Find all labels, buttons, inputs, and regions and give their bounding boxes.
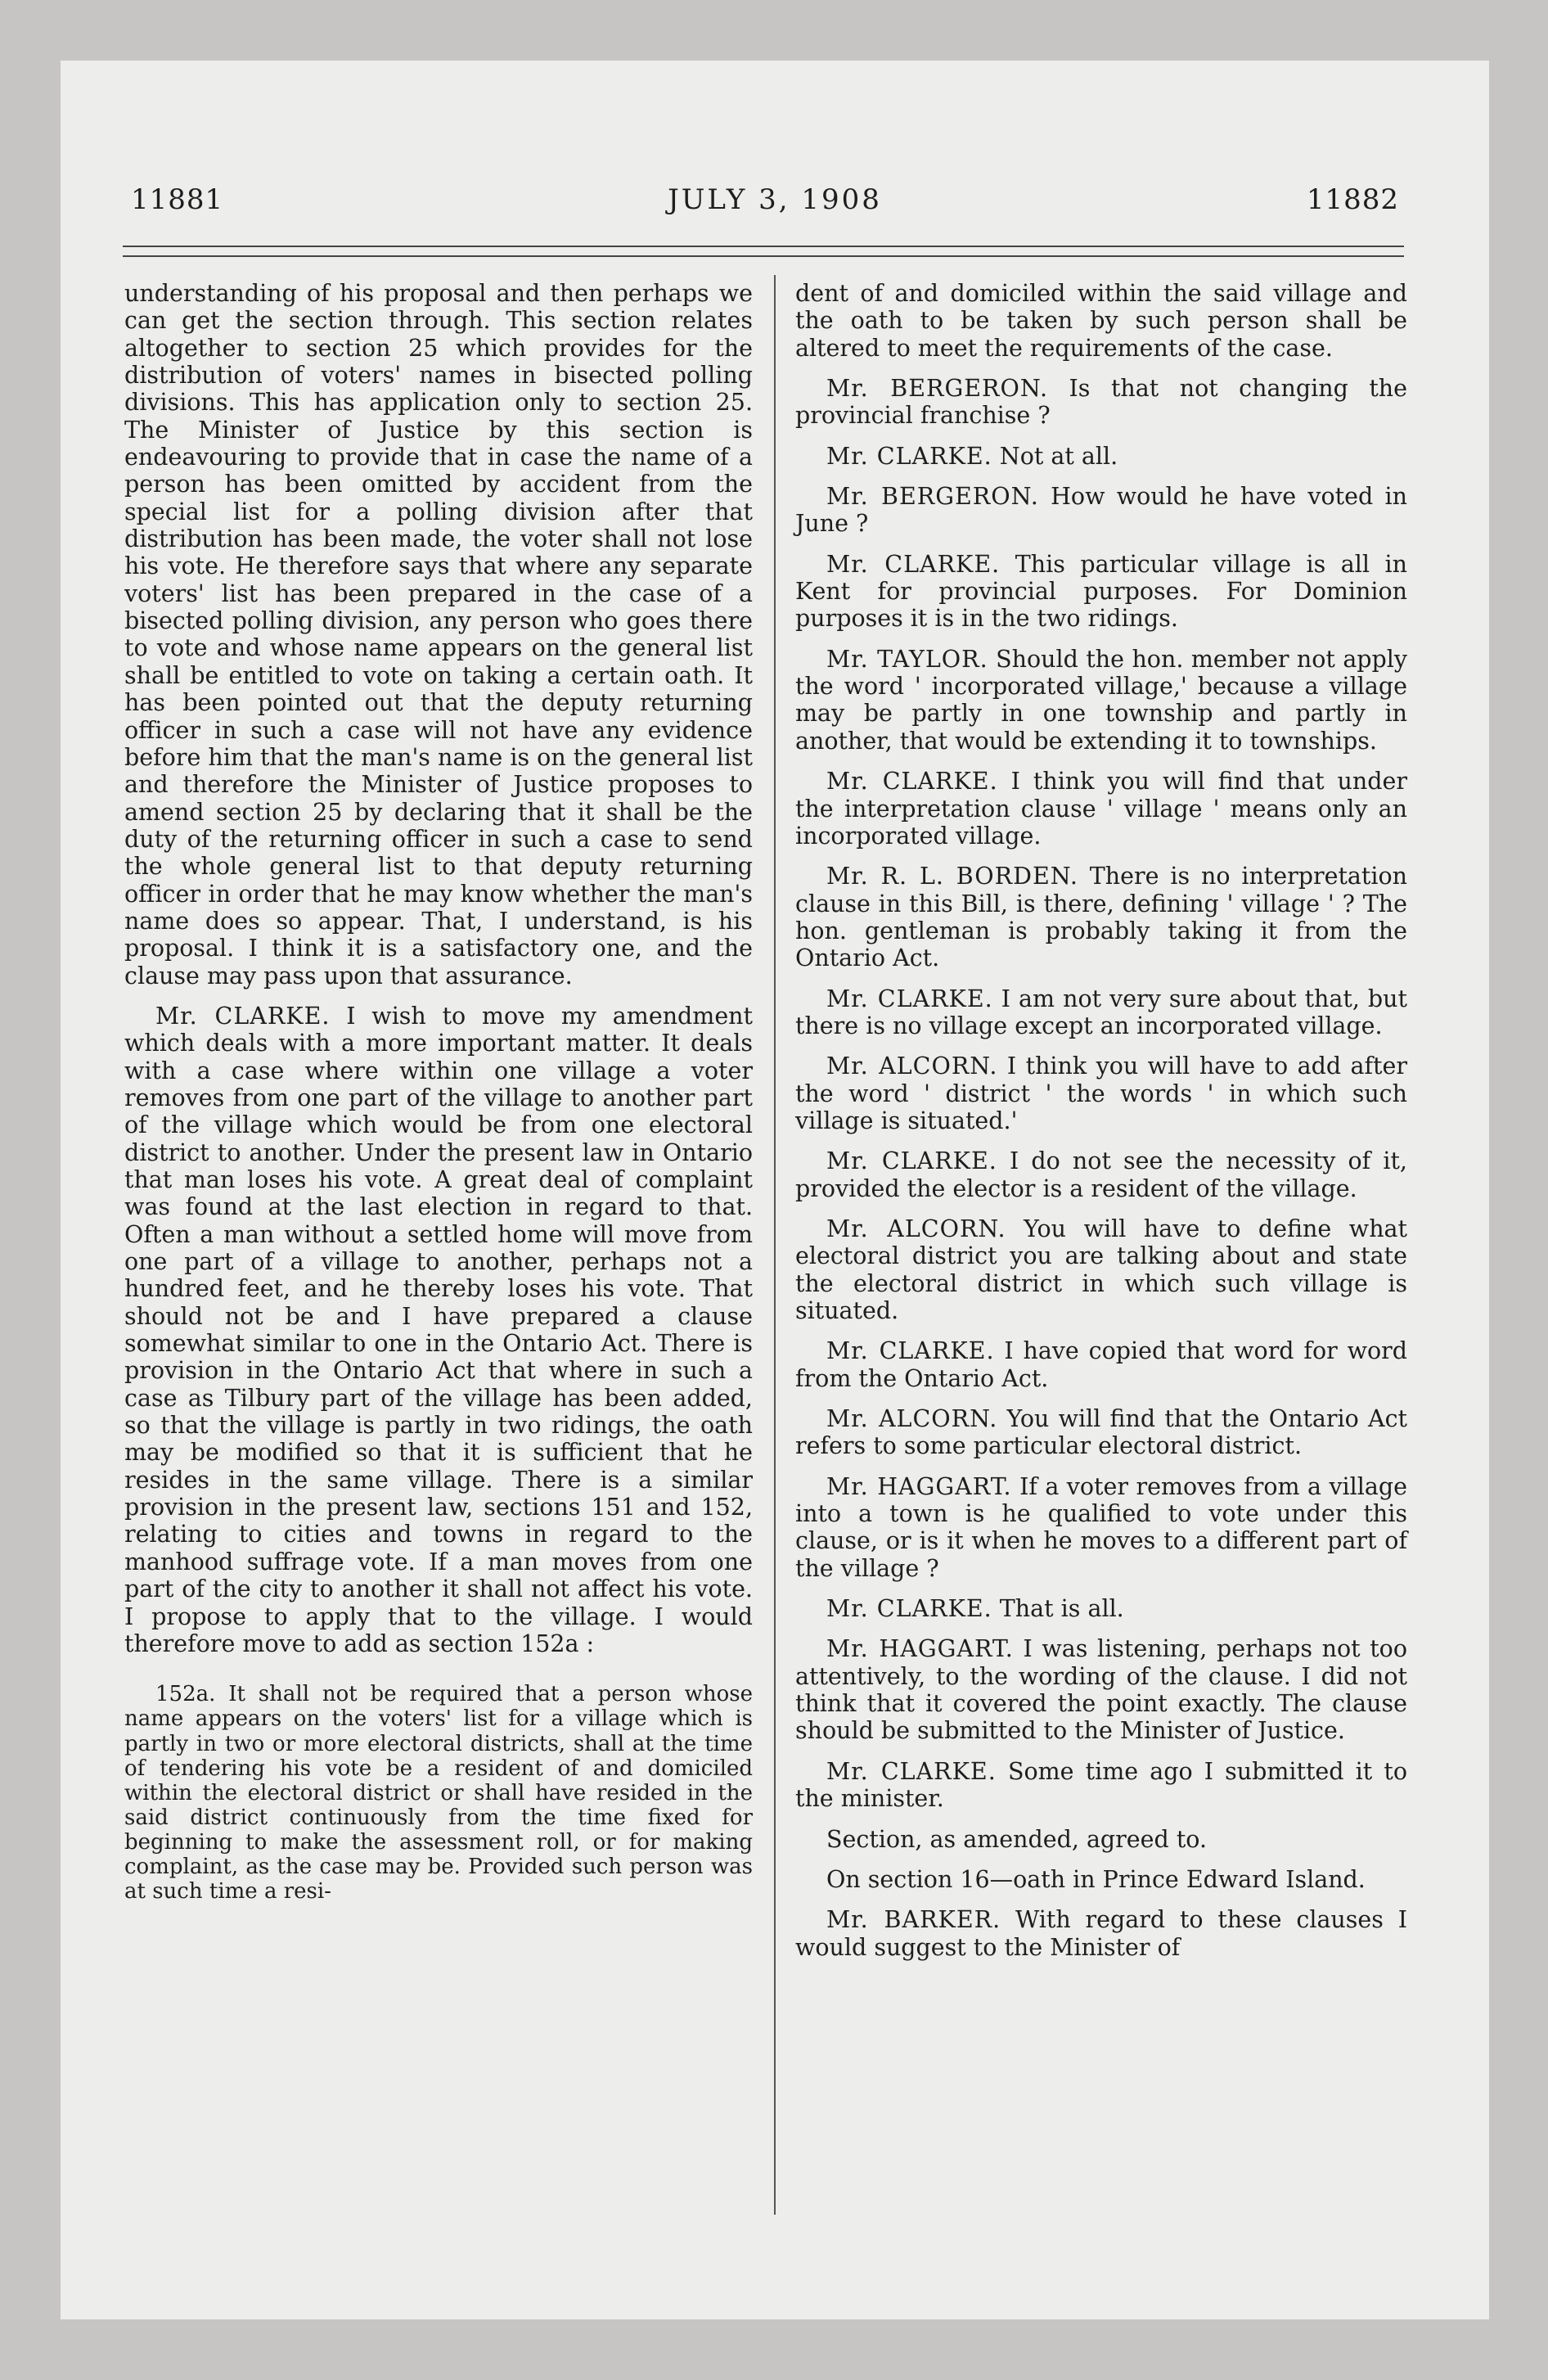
- speaker-name: Mr. CLARKE.: [155, 1002, 331, 1030]
- paragraph-text: Is that not changing the provincial franchise ?: [795, 375, 1407, 430]
- speaker-name: Mr. HAGGART.: [826, 1635, 1014, 1663]
- paragraph: [795, 1906, 1407, 1961]
- paragraph: [795, 768, 1407, 850]
- paragraph: [795, 1473, 1407, 1582]
- speaker-name: Mr. TAYLOR.: [826, 645, 988, 673]
- speaker-name: Mr. CLARKE.: [826, 1595, 992, 1623]
- paragraph-text: I do not see the necessity of it, provided the elector is a resident of the village.: [795, 1147, 1407, 1202]
- speaker-name: Mr. ALCORN.: [826, 1053, 998, 1080]
- paragraph-text: I was listening, perhaps not too attentively, to the wording of the clause. I did not think that it covered the point exactly. The clause should be submitted to the Minister of Justice.: [795, 1635, 1408, 1745]
- paragraph: [795, 1053, 1407, 1134]
- speaker-name: Mr. CLARKE.: [826, 1757, 997, 1785]
- paragraph: [795, 863, 1407, 971]
- paragraph: [795, 443, 1407, 470]
- paragraph-text: You will find that the Ontario Act refers to some particular electoral district.: [795, 1405, 1408, 1460]
- paragraph: [795, 483, 1407, 538]
- paragraph-text: I think you will have to add after the word ' district ' the words ' in which such village is situated.': [795, 1053, 1407, 1134]
- speaker-name: Mr. BERGERON.: [826, 483, 1039, 511]
- paragraph: [795, 646, 1407, 755]
- paragraph: [795, 375, 1407, 430]
- paragraph: [124, 280, 753, 989]
- speaker-name: Mr. R. L. BORDEN.: [826, 863, 1078, 890]
- speaker-name: Mr. ALCORN.: [826, 1215, 1006, 1242]
- paragraph-text: This particular village is all in Kent for provincial purposes. For Dominion purposes it is in the two ridings.: [795, 550, 1407, 633]
- paragraph-text: I wish to move my amendment which deals with a more important matter. It deals with a case where within one village a voter removes from one part of the village to another part of the village which would be from one electoral district to another. Under the present law in Ontario that man loses his vote. A great deal of complaint was found at the last election in regard to that. Often a man without a settled home will move from one part of a village to another, perhaps not a hundred feet, and he thereby loses his vote. That should not be and I have prepared a clause somewhat similar to one in the Ontario Act. There is provision in the Ontario Act that where in such a case as Tilbury part of the village has been added, so that the village is partly in two ridings, the oath may be modified so that it is sufficient that he resides in the same village. There is a similar provision in the present law, sections 151 and 152, relating to cities and towns in regard to the manhood suffrage vote. If a man moves from one part of the city to another it shall not affect his vote. I propose to apply that to the village. I would therefore move to add as section 152a :: [124, 1002, 753, 1657]
- paragraph-text: Some time ago I submitted it to the minister.: [795, 1757, 1407, 1813]
- paragraph-text: I have copied that word for word from the Ontario Act.: [795, 1337, 1407, 1392]
- paragraph-text: You will have to define what electoral district you are talking about and state the electoral district in which such village is situated.: [795, 1215, 1407, 1324]
- quoted-amendment: [124, 1682, 753, 1904]
- paragraph-text: With regard to these clauses I would suggest to the Minister of: [795, 1906, 1407, 1961]
- document-page: [61, 61, 1489, 2319]
- paragraph: [795, 280, 1407, 362]
- paragraph: [795, 1337, 1407, 1392]
- header-rule-bottom: [123, 255, 1404, 257]
- paragraph-text: There is no interpretation clause in this Bill, is there, defining ' village ' ? The hon. gentleman is probably taking it from the Ontario Act.: [795, 863, 1408, 972]
- speaker-name: Mr. CLARKE.: [826, 985, 993, 1012]
- speaker-name: Mr. CLARKE.: [826, 1337, 995, 1365]
- right-column: [795, 280, 1407, 1974]
- column-separator: [774, 275, 776, 2215]
- speaker-name: Mr. CLARKE.: [826, 442, 992, 470]
- paragraph: [795, 1758, 1407, 1813]
- speaker-name: Mr. CLARKE.: [826, 768, 998, 796]
- paragraph: [795, 1595, 1407, 1622]
- speaker-name: Mr. CLARKE.: [826, 1147, 997, 1175]
- page-date: JULY 3, 1908: [668, 183, 882, 216]
- paragraph-text: dent of and domiciled within the said village and the oath to be taken by such person shall be altered to meet the requirements of the case.: [795, 280, 1407, 362]
- speaker-name: Mr. ALCORN.: [826, 1405, 998, 1433]
- paragraph-text: Section, as amended, agreed to.: [826, 1825, 1208, 1853]
- paragraph-text: That is all.: [999, 1595, 1124, 1623]
- paragraph: [795, 1826, 1407, 1853]
- paragraph-text: I think you will find that under the interpretation clause ' village ' means only an incorporated village.: [795, 768, 1407, 850]
- paragraph-text: 152a. It shall not be required that a person whose name appears on the voters' list for a village which is partly in two or more electoral districts, shall at the time of tendering his vote be a resident of and domiciled within the electoral district or shall have resided in the said district continuously from the time fixed for beginning to make the assessment roll, or for making complaint, as the case may be. Provided such person was at such time a resi-: [124, 1682, 753, 1904]
- paragraph-text: I am not very sure about that, but there is no village except an incorporated village.: [795, 985, 1407, 1039]
- page-number-left: 11881: [131, 183, 224, 216]
- paragraph: [795, 1147, 1407, 1202]
- paragraph: [795, 1866, 1407, 1893]
- paragraph-text: If a voter removes from a village into a town is he qualified to vote under this clause, or is it when he moves to a different part of the village ?: [795, 1472, 1407, 1582]
- speaker-name: Mr. CLARKE.: [826, 550, 1001, 578]
- paragraph: [795, 1215, 1407, 1324]
- paragraph: [795, 1635, 1407, 1744]
- paragraph-text: On section 16—oath in Prince Edward Island.: [826, 1865, 1366, 1893]
- paragraph: [795, 985, 1407, 1040]
- header-rule-top: [123, 246, 1404, 247]
- paragraph-text: Should the hon. member not apply the word ' incorporated village,' because a village may be partly in one township and partly in another, that would be extending it to townships.: [795, 645, 1408, 755]
- paragraph-text: understanding of his proposal and then perhaps we can get the section through. This section relates altogether to section 25 which provides for the distribution of voters' names in bisected polling divisions. This has application only to section 25. The Minister of Justice by this section is endeavouring to provide that in case the name of a person has been omitted by accident from the special list for a polling division after that distribution has been made, the voter shall not lose his vote. He therefore says that where any separate voters' list has been prepared in the case of a bisected polling division, any person who goes there to vote and whose name appears on the general list shall be entitled to vote on taking a certain oath. It has been pointed out that the deputy returning officer in such a case will not have any evidence before him that the man's name is on the general list and therefore the Minister of Justice proposes to amend section 25 by declaring that it shall be the duty of the returning officer in such a case to send the whole general list to that deputy returning officer in order that he may know whether the man's name does so appear. That, I understand, is his proposal. I think it is a satisfactory one, and the clause may pass upon that assurance.: [124, 280, 753, 989]
- speaker-name: Mr. BARKER.: [826, 1906, 1001, 1934]
- left-column: [124, 280, 753, 1918]
- paragraph-text: Not at all.: [999, 442, 1118, 470]
- paragraph: [795, 1405, 1407, 1460]
- paragraph: [124, 1003, 753, 1657]
- paragraph-text: How would he have voted in June ?: [795, 483, 1407, 538]
- paragraph: [795, 551, 1407, 633]
- speaker-name: Mr. BERGERON.: [826, 375, 1049, 403]
- speaker-name: Mr. HAGGART.: [826, 1472, 1012, 1500]
- page-number-right: 11882: [1306, 183, 1399, 216]
